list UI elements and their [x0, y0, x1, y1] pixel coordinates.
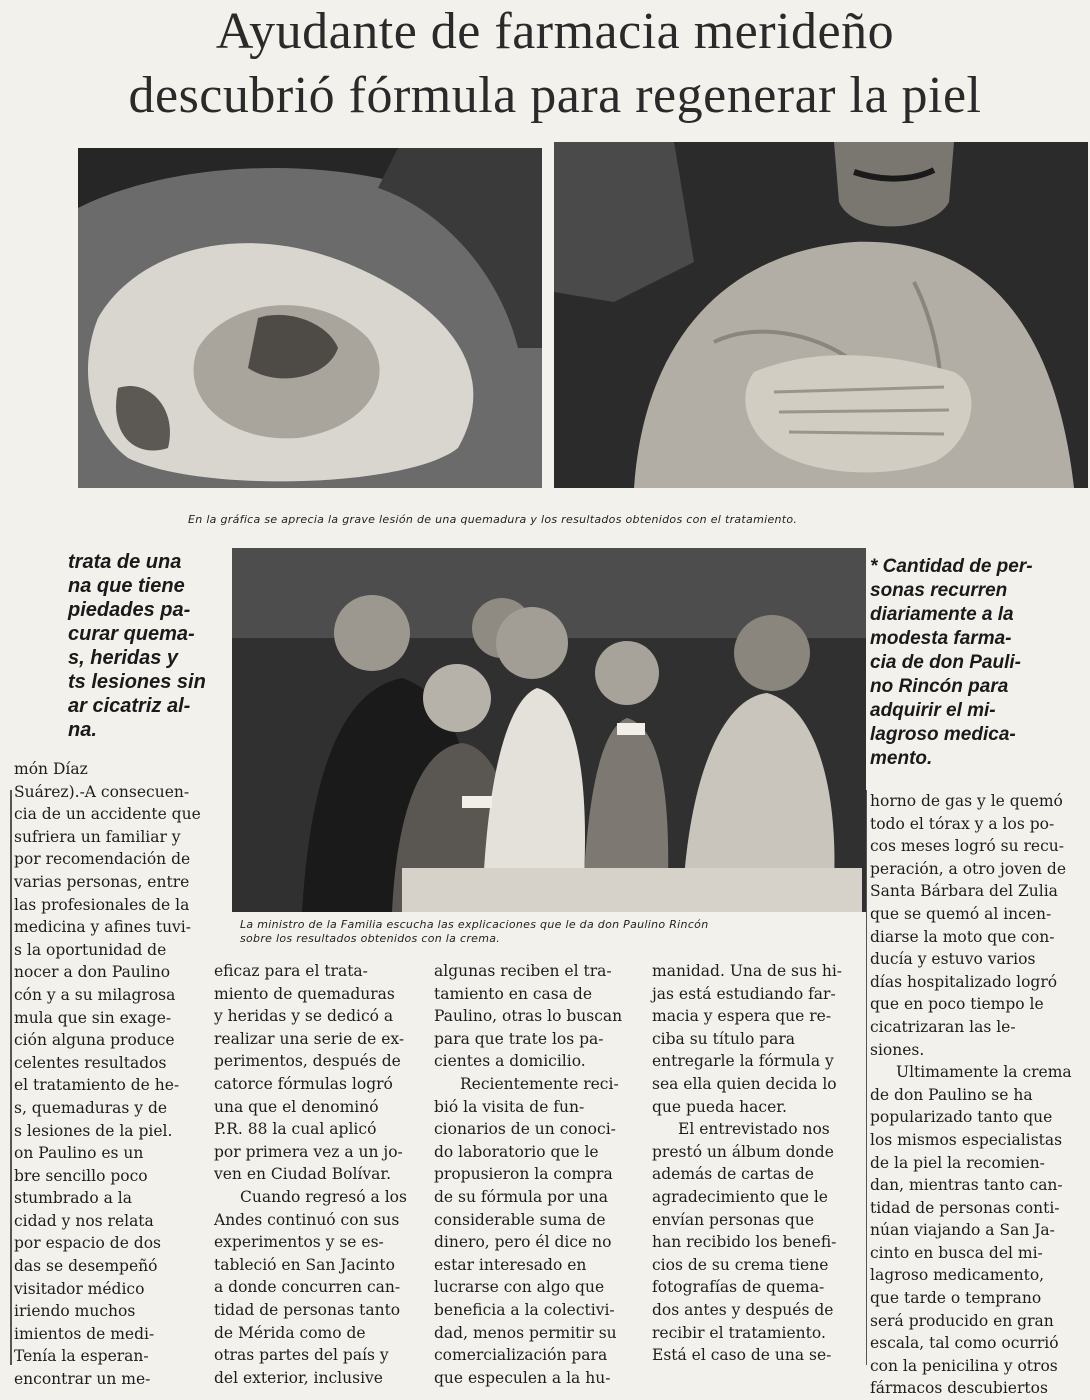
- photo-minister-visit: [232, 548, 866, 912]
- article-deck: trata de una na que tiene piedades pa- curar quema- s, heridas y ts lesiones sin ar cicatriz al- na.: [68, 551, 206, 741]
- article-column-4: manidad. Una de sus hi- jas está estudiando far- macia y espera que re- ciba su título para entregarle la fórmula y sea ella quien decida lo que pueda hacer. El entrevistado nos prestó un álbum donde además de cartas de agradecimiento que le envían personas que han recibido los benefi- cios de su crema tiene fotografías de quema- dos antes y después de recibir el tratamiento. Está el caso de una se-: [652, 962, 843, 1365]
- side-deck: * Cantidad de per- sonas recurren diariamente a la modesta farma- cia de don Pauli- no Rincón para adquirir el mi- lagroso medica- mento.: [870, 556, 1033, 769]
- photo-caption-burn: En la gráfica se aprecia la grave lesión de una quemadura y los resultados obtenidos con el tratamiento.: [188, 513, 798, 526]
- photo-burn-injury: [78, 148, 542, 488]
- clipping-edge-left: [10, 790, 12, 1365]
- photo-healed-chest: [554, 142, 1088, 488]
- photo-caption-minister: La ministro de la Familia escucha las explicaciones que le da don Paulino Rincón sobre los resultados obtenidos con la crema.: [240, 918, 709, 945]
- headline-line-2: descubrió fórmula para regenerar la piel: [128, 67, 982, 124]
- headline-line-1: Ayudante de farmacia merideño: [215, 3, 895, 60]
- column-divider: [866, 790, 867, 1365]
- article-column-1: món Díaz Suárez).-A consecuen- cia de un accidente que sufriera un familiar y por recomendación de varias personas, entre las profesionales de la medicina y afines tuvi- s la oportunidad de nocer a don Paulino cón y a su milagrosa mula que sin exage- ción alguna produce celentes resultados el tratamiento de he- s, quemaduras y de s lesiones de la piel. on Paulino es un bre sencillo poco stumbrado a la cidad y nos relata por espacio de dos das se desempeñó visitador médico iriendo muchos imientos de medi- Tenía la esperan- encontrar un me-: [14, 760, 201, 1389]
- article-column-2: eficaz para el trata- miento de quemaduras y heridas y se dedicó a realizar una serie de ex- perimentos, después de catorce fórmulas logró una que el denominó P.R. 88 la cual aplicó por primera vez a un jo- ven en Ciudad Bolívar. Cuando regresó a los Andes continuó con sus experimentos y se es- tableció en San Jacinto a donde concurren can- tidad de personas tanto de Mérida como de otras partes del país y del exterior, inclusive: [214, 962, 407, 1387]
- article-column-3: algunas reciben el tra- tamiento en casa de Paulino, otras lo buscan para que trate los pa- cientes a domicilio. Recientemente reci- bió la visita de fun- cionarios de un conoci- do laboratorio que le propusieron la compra de su fórmula por una considerable suma de dinero, pero él dice no estar interesado en lucrarse con algo que beneficia a la colectivi- dad, menos permitir su comercialización para que especulen a la hu-: [434, 962, 623, 1387]
- article-column-5: horno de gas y le quemó todo el tórax y a los po- cos meses logró su recu- peración, a otro joven de Santa Bárbara del Zulia que se quemó al incen- diarse la moto que con- ducía y estuvo varios días hospitalizado logró que en poco tiempo le cicatrizaran las le- siones. Ultimamente la crema de don Paulino se ha popularizado tanto que los mismos especialistas de la piel la recomien- dan, mientras tanto can- tidad de personas conti- núan viajando a San Ja- cinto en busca del mi- lagroso medicamento, que tarde o temprano será producido en gran escala, tal como ocurrió con la penicilina y otros fármacos descubiertos: [870, 792, 1072, 1398]
